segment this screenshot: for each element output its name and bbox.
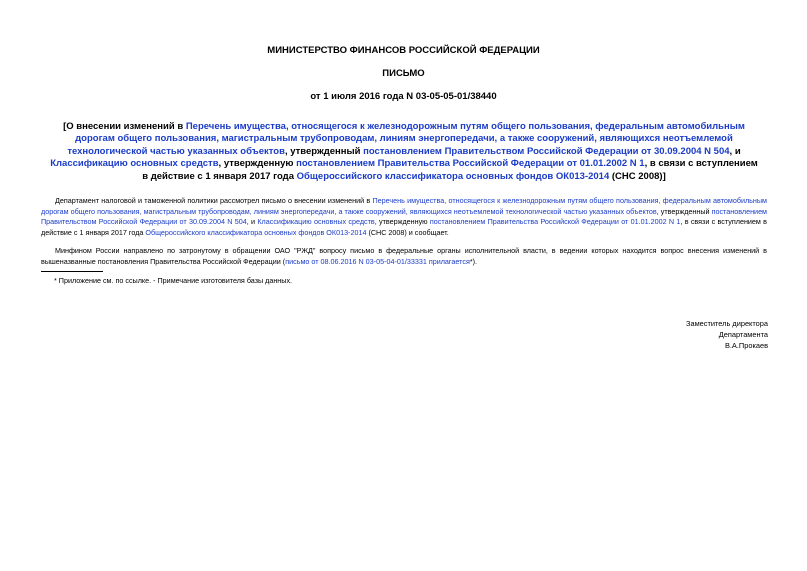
subject-text: , утвержденный xyxy=(284,145,364,157)
subject-text: , утвержденную xyxy=(218,158,297,170)
link-classification[interactable]: Классификацию основных средств xyxy=(257,217,375,227)
paragraph-text: , утвержденный xyxy=(656,206,712,216)
paragraph-text: (СНС 2008) и сообщает. xyxy=(366,227,449,237)
link-attached-letter[interactable]: письмо от 08.06.2016 N 03-05-04-01/33331 прилагается xyxy=(285,256,470,266)
link-property-list[interactable]: Перечень имущества, относящегося к железнодорожным путям общего пользования, федеральным автомобильным дорогам общего пользования, магистральным трубопроводам, линиям энергопередачи, а также сооружений, являющихся неотъемлемой технологической частью указанных объектов xyxy=(67,121,745,157)
body-paragraph-1 xyxy=(41,196,767,238)
document-subject xyxy=(48,121,760,183)
signature-block xyxy=(686,318,768,352)
link-resolution-1[interactable]: постановлением Правительства Российской Федерации от 01.01.2002 N 1 xyxy=(429,217,681,227)
paragraph-text: Департамент налоговой и таможенной политики рассмотрел письмо о внесении изменений в xyxy=(55,196,373,205)
paragraph-text: *). xyxy=(469,256,478,266)
paragraph-text: Минфином России направлено по затронутому в обращении ОАО "РЖД" вопросу письмо в федеральные органы исполнительной власти, в ведении которых находится вопрос внесения изменений в вышеназванные постановления Правительства Российской Федерации ( xyxy=(41,246,767,266)
subject-text: , и xyxy=(729,145,741,157)
link-property-list[interactable]: Перечень имущества, относящегося к железнодорожным путям общего пользования, федеральным автомобильным дорогам общего пользования, магистральным трубопроводам, линиям энергопередачи, а также сооружений, являющихся неотъемлемой технологической частью указанных объектов xyxy=(41,196,767,216)
link-classification[interactable]: Классификацию основных средств xyxy=(50,158,219,170)
link-resolution-504[interactable]: постановлением Правительством Российской Федерации от 30.09.2004 N 504 xyxy=(363,145,730,157)
link-resolution-1[interactable]: постановлением Правительства Российской Федерации от 01.01.2002 N 1 xyxy=(296,158,645,170)
paragraph-text: , в связи с вступлением в действие с 1 января 2017 года xyxy=(41,217,767,237)
footnote-divider xyxy=(41,271,103,272)
body-paragraph-2 xyxy=(41,246,767,267)
ministry-heading: МИНИСТЕРСТВО ФИНАНСОВ РОССИЙСКОЙ ФЕДЕРАЦИИ xyxy=(267,45,540,56)
link-okof[interactable]: Общероссийского классификатора основных фондов ОК013-2014 xyxy=(296,170,610,182)
subject-text: , в связи с вступлением в действие с 1 января 2017 года xyxy=(142,158,758,182)
signature-position: Заместитель директора xyxy=(686,319,768,328)
subject-text: (СНС 2008)] xyxy=(609,170,666,182)
signature-department: Департамента xyxy=(718,330,768,340)
paragraph-text: , утвержденную xyxy=(374,217,430,227)
signature-name: В.А.Прокаев xyxy=(724,341,768,351)
paragraph-text: , и xyxy=(246,217,258,227)
subject-text: [О внесении изменений в xyxy=(63,121,186,132)
link-resolution-504[interactable]: постановлением Правительством Российской Федерации от 30.09.2004 N 504 xyxy=(41,206,768,227)
document-type: ПИСЬМО xyxy=(382,68,425,79)
footnote: * Приложение см. по ссылке. - Примечание изготовителя базы данных. xyxy=(54,276,293,285)
document-date-number: от 1 июля 2016 года N 03-05-05-01/38440 xyxy=(310,91,497,102)
link-okof[interactable]: Общероссийского классификатора основных фондов ОК013-2014 xyxy=(145,227,367,237)
